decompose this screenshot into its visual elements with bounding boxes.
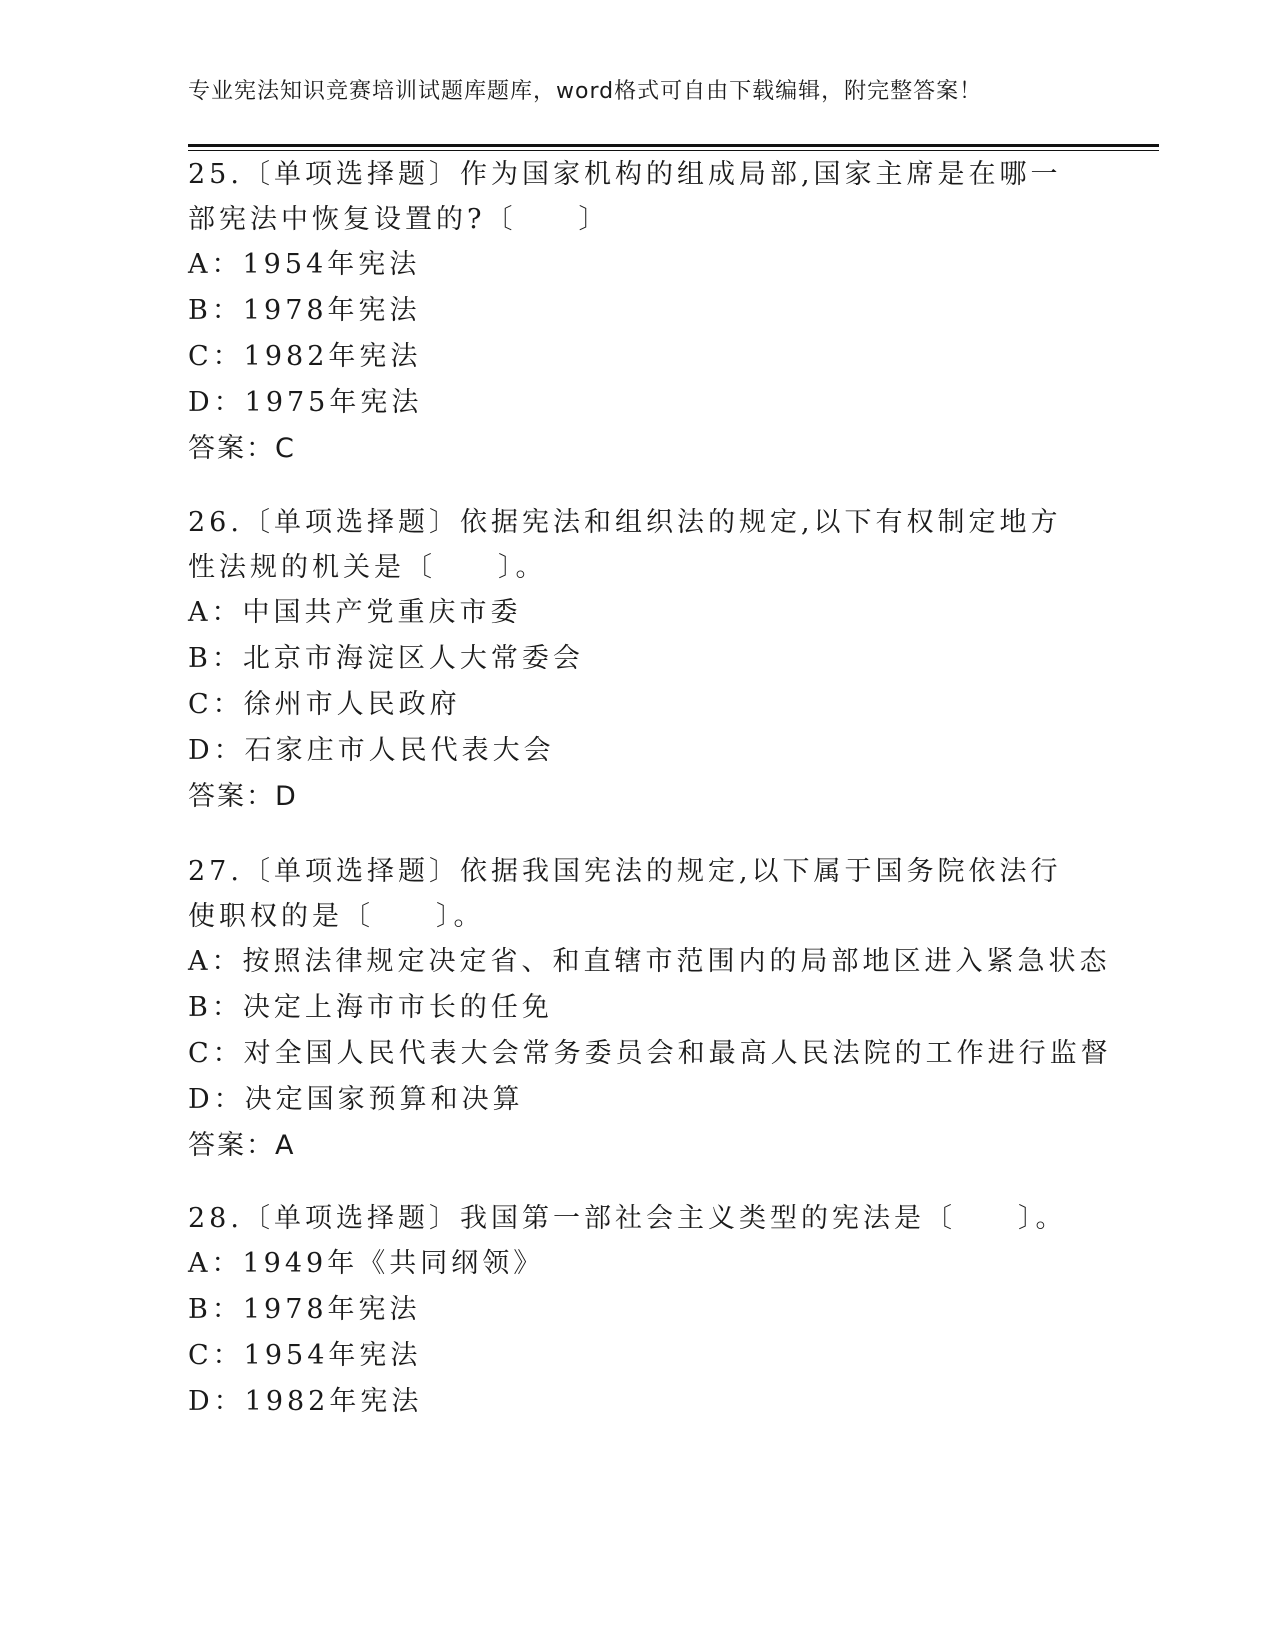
option-d: D：1975年宪法 bbox=[188, 387, 423, 418]
option-d: D：石家庄市人民代表大会 bbox=[188, 735, 555, 766]
page-header: 专业宪法知识竞赛培训试题库题库，word格式可自由下载编辑，附完整答案！ bbox=[188, 79, 983, 104]
answer-line: 答案：A bbox=[188, 1130, 296, 1161]
option-a: A：按照法律规定决定省、和直辖市范围内的局部地区进入紧急状态 bbox=[188, 946, 1111, 977]
answer-line: 答案：C bbox=[188, 433, 296, 464]
option-a: A：中国共产党重庆市委 bbox=[188, 597, 522, 628]
question-28 bbox=[188, 1196, 1068, 1425]
question-stem: 25.〔单项选择题〕作为国家机构的组成局部,国家主席是在哪一部宪法中恢复设置的?〔 〕 bbox=[188, 159, 1062, 235]
option-d: D：决定国家预算和决算 bbox=[188, 1084, 524, 1115]
question-stem: 28.〔单项选择题〕我国第一部社会主义类型的宪法是〔 〕。 bbox=[188, 1203, 1067, 1234]
question-stem: 26.〔单项选择题〕依据宪法和组织法的规定,以下有权制定地方性法规的机关是〔 〕。 bbox=[188, 507, 1062, 583]
option-d: D：1982年宪法 bbox=[188, 1386, 423, 1417]
option-list bbox=[188, 1241, 1068, 1425]
option-a: A：1949年《共同纲领》 bbox=[188, 1248, 545, 1279]
question-25 bbox=[188, 152, 1068, 472]
header-divider bbox=[188, 144, 1159, 151]
question-stem: 27.〔单项选择题〕依据我国宪法的规定,以下属于国务院依法行使职权的是〔 〕。 bbox=[188, 856, 1062, 932]
option-c: C：对全国人民代表大会常务委员会和最高人民法院的工作进行监督 bbox=[188, 1038, 1112, 1069]
option-c: C：1954年宪法 bbox=[188, 1340, 422, 1371]
option-list bbox=[188, 242, 1068, 426]
question-27 bbox=[188, 849, 1112, 1169]
option-c: C：徐州市人民政府 bbox=[188, 689, 461, 720]
question-26 bbox=[188, 500, 1068, 820]
answer-line: 答案：D bbox=[188, 781, 298, 812]
option-b: B：1978年宪法 bbox=[188, 1294, 421, 1325]
option-b: B：决定上海市市长的任免 bbox=[188, 992, 553, 1023]
option-c: C：1982年宪法 bbox=[188, 341, 422, 372]
option-a: A：1954年宪法 bbox=[188, 249, 421, 280]
option-list bbox=[188, 590, 1068, 774]
option-b: B：北京市海淀区人大常委会 bbox=[188, 643, 584, 674]
option-list bbox=[188, 939, 1112, 1123]
option-b: B：1978年宪法 bbox=[188, 295, 421, 326]
